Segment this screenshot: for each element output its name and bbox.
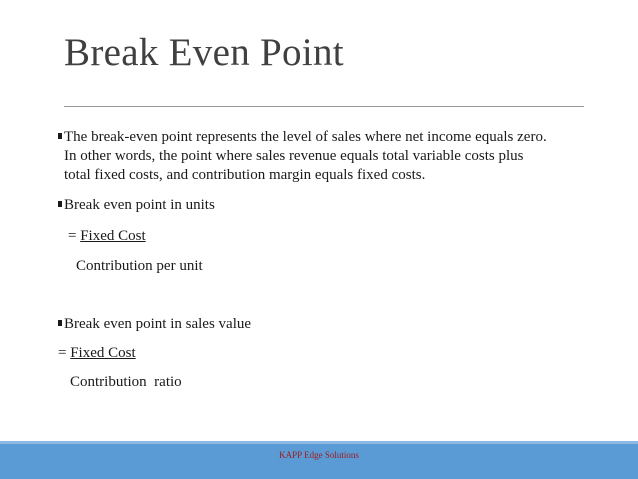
sales-value-heading-text: Break even point in sales value	[64, 316, 252, 332]
slide-title: Break Even Point	[64, 31, 344, 74]
definition-line-1	[58, 128, 547, 147]
definition-line-1-text: The break-even point represents the level of sales where net income equals zero.	[64, 129, 547, 145]
title-divider	[64, 106, 584, 107]
sales-value-heading	[58, 315, 251, 334]
units-equals-sign: =	[68, 228, 81, 244]
sales-value-equals-sign: =	[58, 345, 71, 361]
units-formula-denominator: Contribution per unit	[76, 258, 203, 274]
square-bullet-icon	[58, 320, 62, 326]
sales-value-fixed-cost: Fixed Cost	[70, 345, 136, 361]
units-heading	[58, 196, 215, 215]
sales-value-formula-numerator	[58, 344, 136, 363]
sales-value-formula-denominator: Contribution ratio	[70, 374, 182, 390]
definition-line-2: In other words, the point where sales revenue equals total variable costs plus	[64, 148, 524, 164]
units-formula-numerator	[68, 227, 146, 246]
square-bullet-icon	[58, 133, 62, 139]
units-heading-text: Break even point in units	[64, 197, 215, 213]
definition-line-3: total fixed costs, and contribution margin equals fixed costs.	[64, 167, 426, 183]
footer-company-name: KAPP Edge Solutions	[279, 450, 359, 460]
square-bullet-icon	[58, 201, 62, 207]
units-fixed-cost: Fixed Cost	[80, 228, 146, 244]
